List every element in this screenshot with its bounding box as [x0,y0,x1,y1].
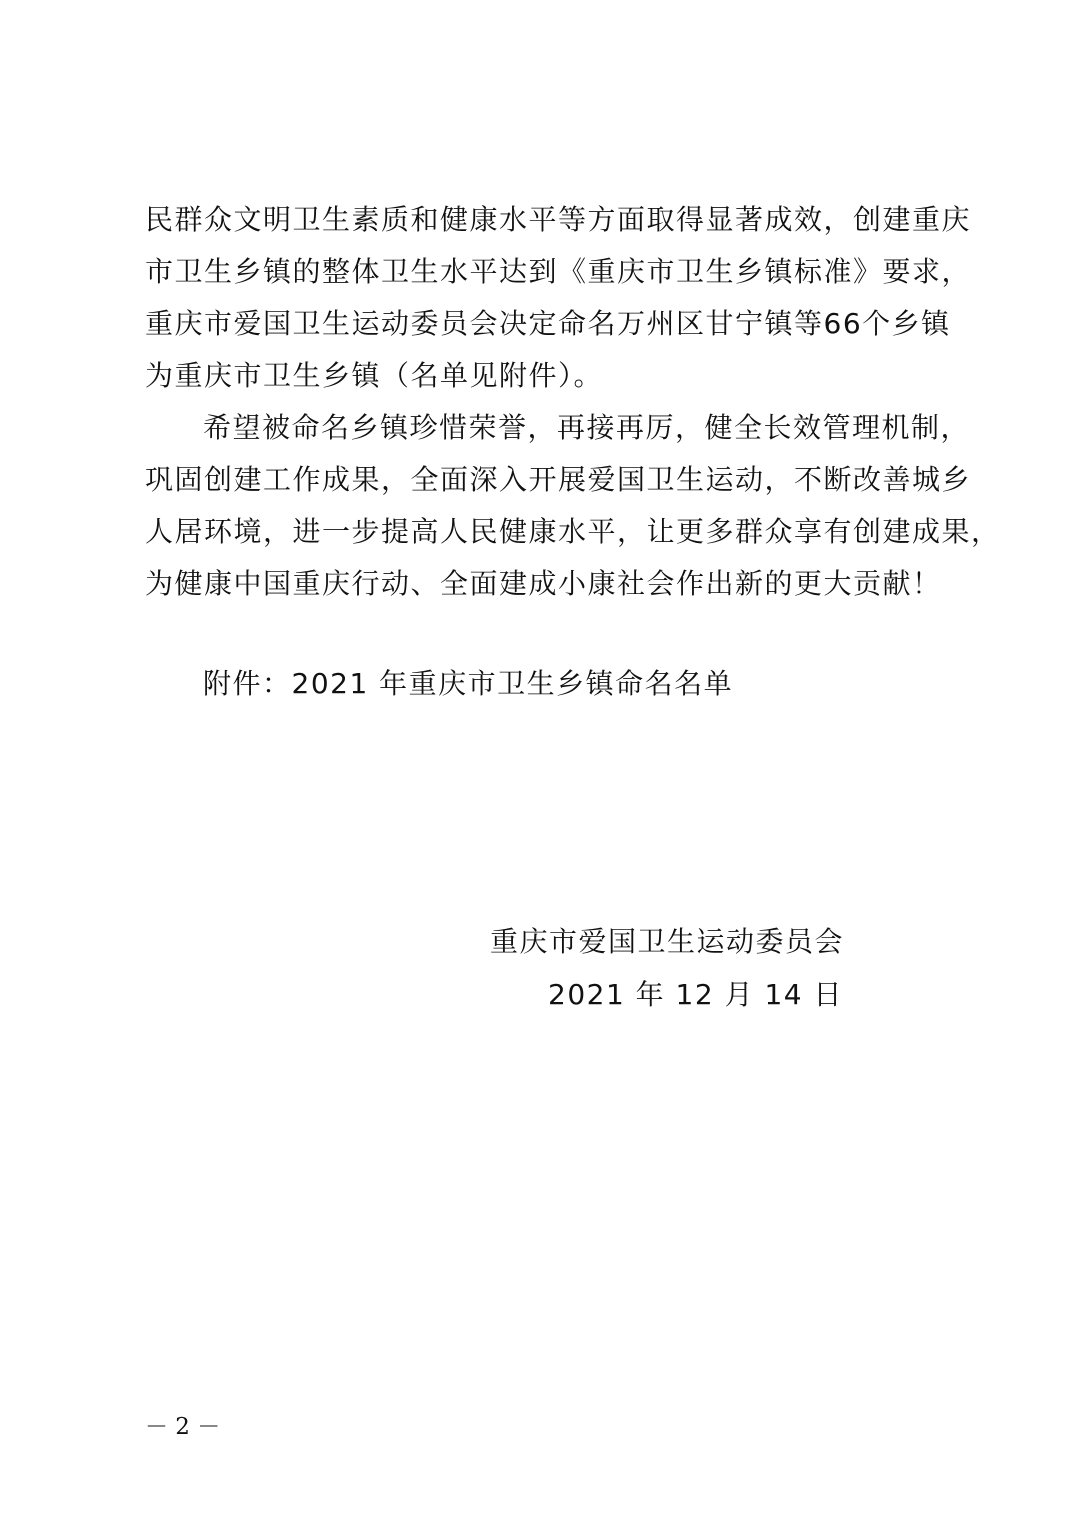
paragraph-1-line-2: 市卫生乡镇的整体卫生水平达到《重庆市卫生乡镇标准》要求， [145,255,972,288]
paragraph-1-line-3: 重庆市爱国卫生运动委员会决定命名万州区甘宁镇等66个乡镇 [145,307,951,340]
attachment-reference: 附件：2021 年重庆市卫生乡镇命名名单 [203,667,734,700]
signature-organization: 重庆市爱国卫生运动委员会 [490,925,845,958]
paragraph-2-line-4: 为健康中国重庆行动、全面建成小康社会作出新的更大贡献！ [145,567,942,600]
paragraph-2-line-3: 人居环境，进一步提高人民健康水平，让更多群众享有创建成果， [145,515,1001,548]
paragraph-1-line-4: 为重庆市卫生乡镇（名单见附件）。 [145,359,604,392]
paragraph-2-line-2: 巩固创建工作成果，全面深入开展爱国卫生运动，不断改善城乡 [145,463,972,496]
page-number: － 2 － [145,1414,221,1440]
paragraph-1-line-1: 民群众文明卫生素质和健康水平等方面取得显著成效，创建重庆 [145,203,972,236]
signature-date: 2021 年 12 月 14 日 [548,978,844,1011]
paragraph-2-line-1: 希望被命名乡镇珍惜荣誉，再接再厉，健全长效管理机制， [203,411,971,444]
